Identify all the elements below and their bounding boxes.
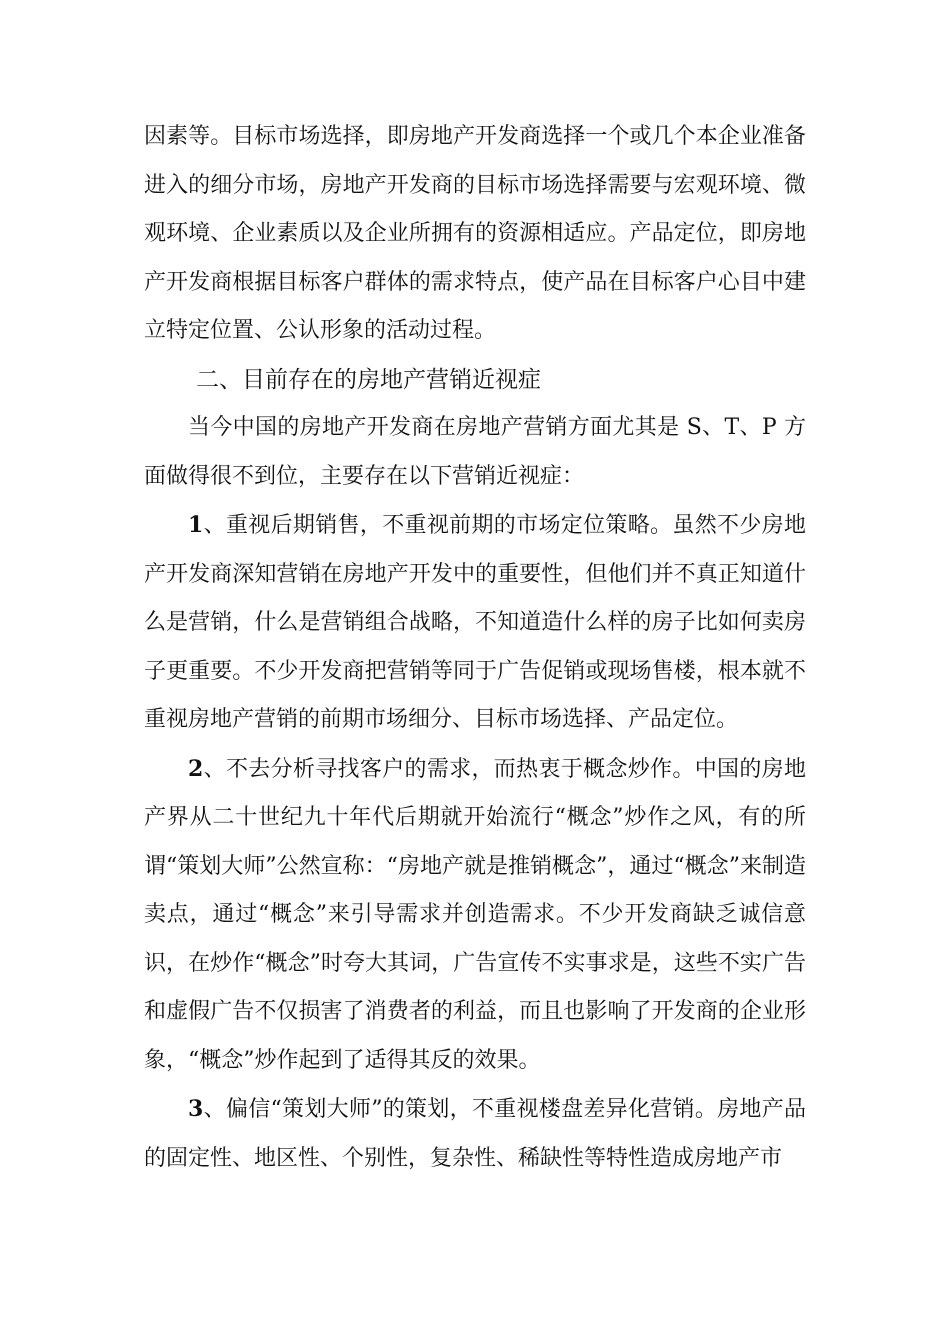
section-heading	[144, 356, 806, 405]
paragraph-text: 因素等。目标市场选择，即房地产开发商选择一个或几个本企业准备进入的细分市场，房地产开发商的目标市场选择需要与宏观环境、微观环境、企业素质以及企业所拥有的资源相适应。产品定位，即房地产开发商根据目标客户群体的需求特点，使产品在目标客户心目中建立特定位置、公认形象的活动过程。	[144, 124, 806, 343]
item-number: 2	[188, 755, 204, 782]
section-heading-text: 二、目前存在的房地产营销近视症	[196, 366, 541, 393]
numbered-item-3	[144, 1085, 806, 1183]
document-body	[144, 113, 806, 1183]
paragraph-text: 当今中国的房地产开发商在房地产营销方面尤其是 S、T、P 方面做得很不到位，主要存在以下营销近视症：	[144, 415, 806, 489]
numbered-item-2	[144, 745, 806, 1086]
item-text: 、重视后期销售，不重视前期的市场定位策略。虽然不少房地产开发商深知营销在房地产开发中的重要性，但他们并不真正知道什么是营销，什么是营销组合战略，不知道造什么样的房子比如何卖房子更重要。不少开发商把营销等同于广告促销或现场售楼，根本就不重视房地产营销的前期市场细分、目标市场选择、产品定位。	[144, 513, 806, 732]
item-number: 3	[188, 1096, 204, 1122]
item-text: 、不去分析寻找客户的需求，而热衷于概念炒作。中国的房地产界从二十世纪九十年代后期就开始流行“概念”炒作之风，有的所谓“策划大师”公然宣称：“房地产就是推销概念”，通过“概念”来制造卖点，通过“概念”来引导需求并创造需求。不少开发商缺乏诚信意识，在炒作“概念”时夸大其词，广告宣传不实事求是，这些不实广告和虚假广告不仅损害了消费者的利益，而且也影响了开发商的企业形象，“概念”炒作起到了适得其反的效果。	[144, 756, 806, 1073]
numbered-item-1	[144, 501, 806, 745]
item-text: 、偏信“策划大师”的策划，不重视楼盘差异化营销。房地产品的固定性、地区性、个别性，复杂性、稀缺性等特性造成房地产市	[144, 1097, 806, 1171]
item-number: 1	[188, 512, 204, 538]
paragraph-intro	[144, 113, 806, 356]
paragraph-overview	[144, 404, 806, 501]
